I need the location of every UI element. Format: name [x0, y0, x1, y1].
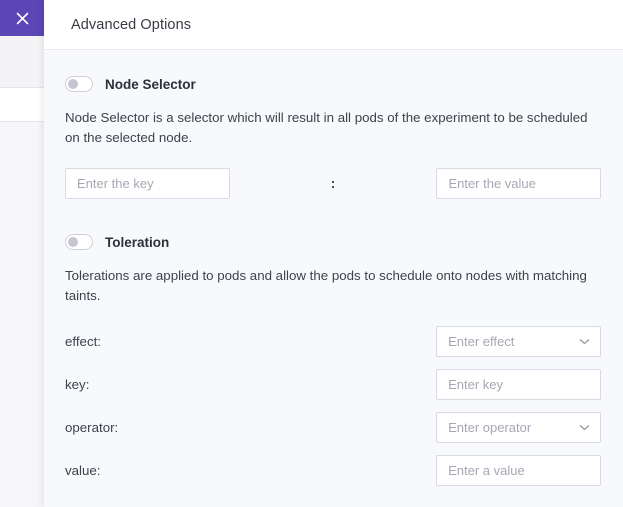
toleration-value-row	[65, 455, 601, 486]
chevron-down-icon	[579, 338, 590, 345]
operator-select-value: Enter operator	[448, 420, 532, 435]
toleration-description: Tolerations are applied to pods and allow the pods to schedule onto nodes with matching taints.	[65, 268, 587, 303]
key-value-separator: :	[330, 176, 336, 191]
value-input-value: Enter a value	[448, 463, 525, 478]
node-selector-toggle[interactable]	[65, 76, 93, 92]
effect-label: effect:	[65, 334, 101, 349]
page-backdrop	[0, 0, 44, 507]
backdrop-divider	[0, 121, 44, 122]
toleration-operator-row	[65, 412, 601, 443]
key-input[interactable]	[436, 369, 601, 400]
backdrop-divider	[0, 87, 44, 88]
node-selector-key-input[interactable]: Enter the key	[65, 168, 230, 199]
operator-select[interactable]	[436, 412, 601, 443]
drawer-header	[44, 0, 623, 50]
node-selector-value-input[interactable]: Enter the value	[436, 168, 601, 199]
page-title: Advanced Options	[71, 16, 192, 33]
toleration-toggle[interactable]	[65, 234, 93, 250]
close-drawer-button[interactable]	[0, 0, 44, 36]
node-selector-label: Node Selector	[105, 76, 196, 92]
node-selector-description: Node Selector is a selector which will result in all pods of the experiment to be scheduled on the selected node.	[65, 110, 588, 145]
key-label: key:	[65, 377, 90, 392]
key-input-value: Enter key	[448, 377, 504, 392]
toleration-label: Toleration	[105, 234, 170, 250]
value-label: value:	[65, 463, 101, 478]
toggle-knob	[68, 237, 78, 247]
advanced-options-drawer	[44, 0, 623, 507]
toleration-key-row	[65, 369, 601, 400]
chevron-down-icon	[579, 424, 590, 431]
node-selector-section-header	[65, 76, 601, 92]
effect-select-value: Enter effect	[448, 334, 515, 349]
operator-label: operator:	[65, 420, 119, 435]
drawer-body	[44, 50, 623, 507]
value-input[interactable]	[436, 455, 601, 486]
node-selector-key-value-row	[65, 168, 601, 199]
toggle-knob	[68, 79, 78, 89]
toleration-effect-row	[65, 326, 601, 357]
toleration-section-header	[65, 234, 601, 250]
backdrop-band	[0, 122, 44, 507]
close-icon	[16, 12, 29, 25]
backdrop-band	[0, 36, 44, 88]
effect-select[interactable]	[436, 326, 601, 357]
backdrop-band	[0, 88, 44, 122]
